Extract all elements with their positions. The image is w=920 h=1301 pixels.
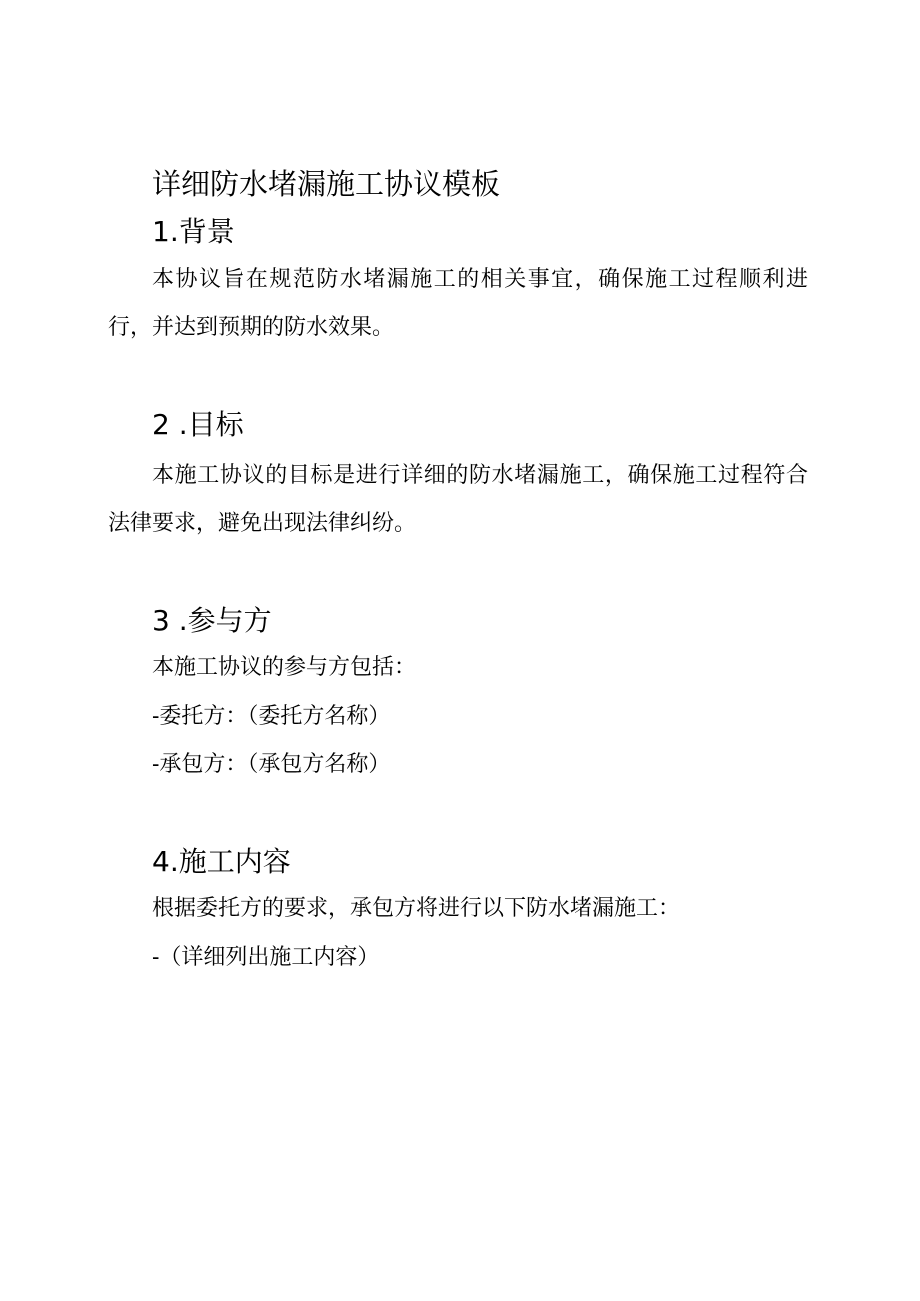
section-heading-parties: 3 .参与方: [152, 604, 272, 637]
party-client-line: -委托方：（委托方名称）: [152, 704, 391, 729]
parties-intro-line: 本施工协议的参与方包括：: [152, 655, 417, 680]
section-paragraph-background: 本协议旨在规范防水堵漏施工的相关事宜，确保施工过程顺利进行，并达到预期的防水效果。: [108, 267, 808, 340]
party-contractor-line: -承包方：（承包方名称）: [152, 752, 391, 777]
document-title: 详细防水堵漏施工协议模板: [152, 167, 501, 201]
section-heading-construction-content: 4.施工内容: [152, 845, 291, 878]
section-paragraph-goal: 本施工协议的目标是进行详细的防水堵漏施工，确保施工过程符合法律要求，避免出现法律纠纷。: [108, 463, 808, 536]
construction-item-line: -（详细列出施工内容）: [152, 945, 380, 970]
section-heading-background: 1.背景: [152, 215, 235, 248]
section-heading-goal: 2 .目标: [152, 408, 244, 441]
construction-intro-line: 根据委托方的要求，承包方将进行以下防水堵漏施工：: [152, 896, 681, 921]
